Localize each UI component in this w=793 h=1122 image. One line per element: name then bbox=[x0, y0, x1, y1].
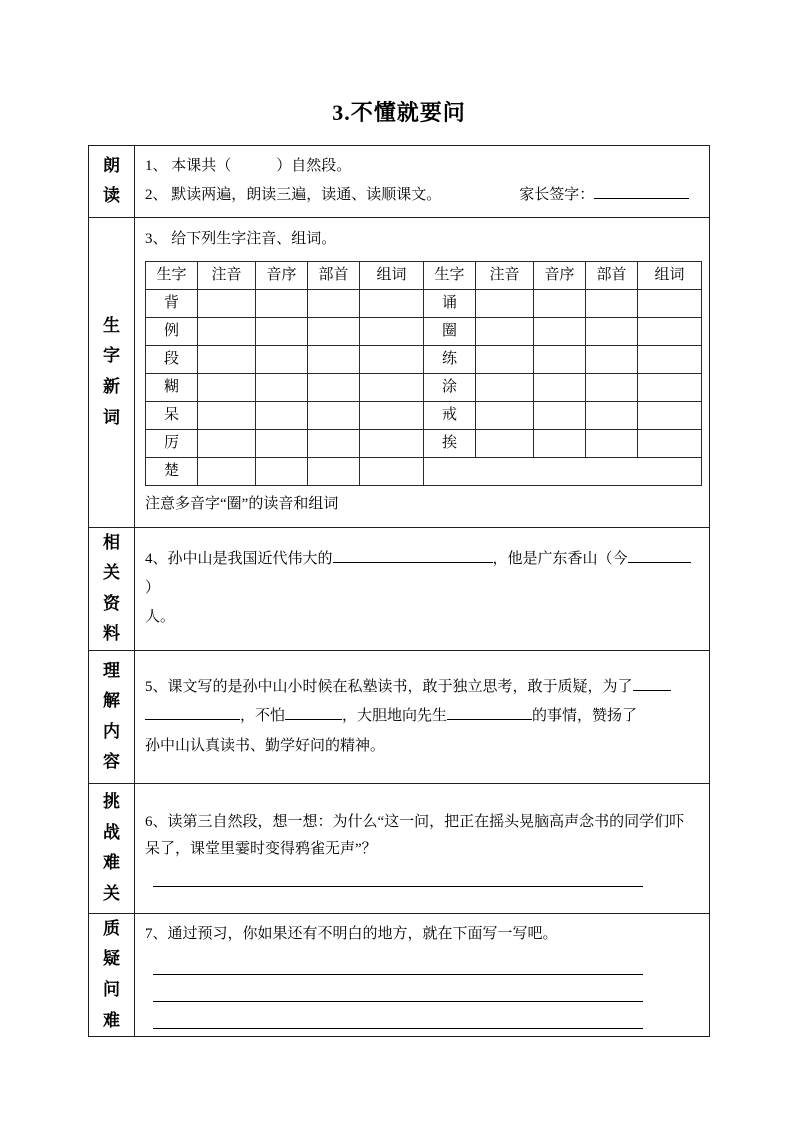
question-5-line-3 bbox=[145, 732, 699, 761]
fill-cell bbox=[308, 289, 360, 317]
char-table-header: 注音 bbox=[198, 261, 256, 289]
fill-cell bbox=[476, 317, 534, 345]
section-label-questions bbox=[89, 913, 135, 1036]
char-cell: 圈 bbox=[424, 317, 476, 345]
char-cell: 糊 bbox=[146, 373, 198, 401]
answer-line bbox=[153, 948, 643, 975]
answer-blank bbox=[447, 706, 532, 720]
fill-cell-merged bbox=[424, 457, 702, 485]
section-new-words bbox=[89, 217, 710, 527]
fill-cell bbox=[476, 401, 534, 429]
fill-cell bbox=[586, 345, 638, 373]
fill-cell bbox=[198, 401, 256, 429]
char-cell: 背 bbox=[146, 289, 198, 317]
fill-cell bbox=[256, 317, 308, 345]
section-label-comprehension-text: 理解内容 bbox=[102, 660, 120, 772]
char-row bbox=[146, 317, 702, 345]
char-cell: 练 bbox=[424, 345, 476, 373]
char-cell: 厉 bbox=[146, 429, 198, 457]
fill-cell bbox=[198, 457, 256, 485]
section-label-questions-text: 质疑问难 bbox=[102, 918, 120, 1030]
fill-cell bbox=[198, 373, 256, 401]
section-label-reference-text: 相关资料 bbox=[102, 532, 120, 644]
question-5-text-c: ，大胆地向先生 bbox=[342, 708, 448, 725]
question-5-text-e: 孙中山认真读书、勤学好问的精神。 bbox=[145, 737, 386, 754]
char-row bbox=[146, 345, 702, 373]
fill-cell bbox=[534, 373, 586, 401]
section-content-new-words bbox=[135, 217, 710, 527]
section-label-reading bbox=[89, 146, 135, 218]
section-content-challenge bbox=[135, 783, 710, 913]
answer-line bbox=[153, 1002, 643, 1029]
fill-cell bbox=[586, 317, 638, 345]
char-table-header: 组词 bbox=[360, 261, 424, 289]
fill-cell bbox=[586, 289, 638, 317]
char-row bbox=[146, 373, 702, 401]
section-comprehension bbox=[89, 650, 710, 783]
char-table-header: 注音 bbox=[476, 261, 534, 289]
char-cell: 挨 bbox=[424, 429, 476, 457]
fill-cell bbox=[360, 317, 424, 345]
parent-signature-label: 家长签字： bbox=[519, 187, 595, 204]
char-table-header: 部首 bbox=[586, 261, 638, 289]
char-table-header: 生字 bbox=[146, 261, 198, 289]
fill-cell bbox=[360, 289, 424, 317]
question-4-text-a: 4、孙中山是我国近代伟大的 bbox=[145, 550, 333, 567]
fill-cell bbox=[256, 457, 308, 485]
fill-cell bbox=[638, 345, 702, 373]
answer-blank bbox=[285, 706, 342, 720]
section-reading bbox=[89, 146, 710, 218]
char-row bbox=[146, 401, 702, 429]
fill-cell bbox=[534, 289, 586, 317]
question-5-line-2 bbox=[145, 702, 699, 731]
question-4-text-c: ） bbox=[145, 580, 161, 597]
question-5-text-d: 的事情，赞扬了 bbox=[532, 708, 638, 725]
char-cell: 戒 bbox=[424, 401, 476, 429]
question-4-text-d: 人。 bbox=[145, 609, 176, 626]
char-cell: 段 bbox=[146, 345, 198, 373]
fill-cell bbox=[308, 345, 360, 373]
fill-cell bbox=[360, 429, 424, 457]
fill-cell bbox=[198, 345, 256, 373]
fill-cell bbox=[198, 429, 256, 457]
fill-cell bbox=[534, 345, 586, 373]
fill-cell bbox=[638, 373, 702, 401]
fill-cell bbox=[256, 401, 308, 429]
fill-cell bbox=[308, 401, 360, 429]
section-label-comprehension bbox=[89, 650, 135, 783]
char-table-header-row bbox=[146, 261, 702, 289]
section-content-comprehension bbox=[135, 650, 710, 783]
question-5-line-1 bbox=[145, 673, 699, 702]
fill-cell bbox=[586, 373, 638, 401]
fill-cell bbox=[308, 457, 360, 485]
section-content-reference bbox=[135, 527, 710, 650]
signature-blank bbox=[594, 185, 689, 199]
char-table-header: 部首 bbox=[308, 261, 360, 289]
char-cell: 楚 bbox=[146, 457, 198, 485]
fill-cell bbox=[308, 317, 360, 345]
fill-cell bbox=[360, 345, 424, 373]
question-2-text: 2、 默读两遍，朗读三遍，读通、读顺课文。 bbox=[145, 187, 442, 204]
question-3 bbox=[145, 225, 699, 254]
fill-cell bbox=[308, 429, 360, 457]
char-cell: 例 bbox=[146, 317, 198, 345]
section-challenge bbox=[89, 783, 710, 913]
char-table-header: 音序 bbox=[256, 261, 308, 289]
fill-cell bbox=[638, 401, 702, 429]
section-label-reference bbox=[89, 527, 135, 650]
section-content-questions bbox=[135, 913, 710, 1036]
fill-cell bbox=[198, 317, 256, 345]
char-table bbox=[145, 261, 702, 486]
question-4-text-b: ，他是广东香山（今 bbox=[492, 550, 628, 567]
char-table-header: 音序 bbox=[534, 261, 586, 289]
fill-cell bbox=[360, 401, 424, 429]
char-table-header: 组词 bbox=[638, 261, 702, 289]
fill-cell bbox=[360, 373, 424, 401]
question-5-text-a: 5、课文写的是孙中山小时候在私塾读书，敢于独立思考，敢于质疑，为了 bbox=[145, 679, 633, 695]
fill-cell bbox=[198, 289, 256, 317]
question-2 bbox=[145, 181, 699, 210]
fill-cell bbox=[476, 373, 534, 401]
polyphone-note: 注意多音字“圈”的读音和组词 bbox=[145, 495, 339, 512]
section-reference bbox=[89, 527, 710, 650]
char-table-header: 生字 bbox=[424, 261, 476, 289]
fill-cell bbox=[360, 457, 424, 485]
section-questions bbox=[89, 913, 710, 1036]
fill-cell bbox=[534, 401, 586, 429]
question-1 bbox=[145, 152, 699, 181]
char-cell: 诵 bbox=[424, 289, 476, 317]
fill-cell bbox=[638, 289, 702, 317]
question-3-text: 3、 给下列生字注音、组词。 bbox=[145, 231, 337, 248]
question-4-continued bbox=[145, 603, 699, 632]
question-7-text: 7、通过预习，你如果还有不明白的地方，就在下面写一写吧。 bbox=[145, 926, 558, 943]
fill-cell bbox=[638, 429, 702, 457]
section-label-new-words bbox=[89, 217, 135, 527]
char-row bbox=[146, 429, 702, 457]
fill-cell bbox=[476, 289, 534, 317]
question-1-text: 1、 本课共（ ）自然段。 bbox=[145, 158, 352, 174]
section-label-new-words-text: 生字新词 bbox=[102, 315, 120, 427]
worksheet-table bbox=[88, 145, 710, 1037]
question-5-text-b: ，不怕 bbox=[240, 708, 286, 725]
fill-cell bbox=[256, 429, 308, 457]
fill-cell bbox=[534, 317, 586, 345]
answer-line bbox=[153, 863, 643, 887]
question-6-text: 6、读第三自然段，想一想：为什么“这一问，把正在摇头晃脑高声念书的同学们吓呆了，课堂里霎时变得鸦雀无声”？ bbox=[145, 814, 685, 858]
fill-cell bbox=[256, 373, 308, 401]
answer-blank bbox=[145, 706, 240, 720]
answer-blank bbox=[633, 677, 671, 691]
fill-cell bbox=[256, 345, 308, 373]
answer-line bbox=[153, 975, 643, 1002]
fill-cell bbox=[586, 429, 638, 457]
fill-cell bbox=[534, 429, 586, 457]
section-label-reading-text: 朗读 bbox=[102, 155, 120, 206]
fill-cell bbox=[638, 317, 702, 345]
answer-blank bbox=[628, 549, 691, 563]
fill-cell bbox=[256, 289, 308, 317]
fill-cell bbox=[476, 345, 534, 373]
char-row bbox=[146, 289, 702, 317]
char-cell: 呆 bbox=[146, 401, 198, 429]
question-4 bbox=[145, 545, 699, 604]
section-label-challenge bbox=[89, 783, 135, 913]
page-title: 3.不懂就要问 bbox=[332, 100, 466, 125]
section-label-challenge-text: 挑战难关 bbox=[102, 792, 120, 903]
fill-cell bbox=[308, 373, 360, 401]
answer-blank bbox=[333, 549, 493, 563]
char-cell: 涂 bbox=[424, 373, 476, 401]
section-content-reading bbox=[135, 146, 710, 218]
fill-cell bbox=[476, 429, 534, 457]
char-row bbox=[146, 457, 702, 485]
fill-cell bbox=[586, 401, 638, 429]
